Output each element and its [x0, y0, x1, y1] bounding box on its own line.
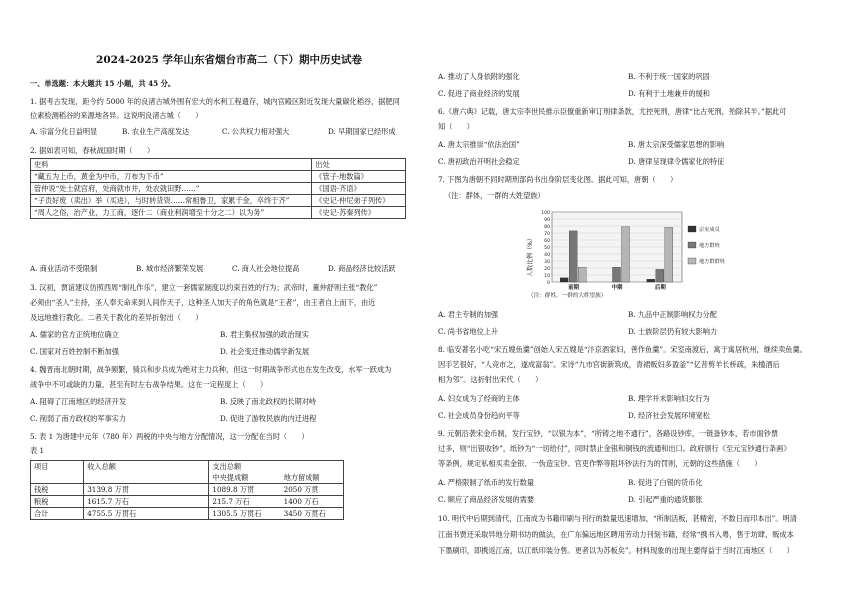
q2-table-cell: 《国语·齐语》 [312, 183, 406, 195]
q8-option-b[interactable]: B. 理学并未影响妇女行为 [628, 394, 710, 403]
q9-line3: 等条例，规定私相买卖金银、一伪造宝钞、官吏作弊等阻坏钞法行为的罚则，元朝的这些措施（ ） [438, 459, 762, 468]
q9-line2: 过多，则“出银收钞”，纸钞为“一切给付”，同时禁止金银和铜钱的流通和出口。政府颁行《至元宝钞通行条画》 [438, 444, 791, 453]
q5-option-a[interactable]: A. 推动了人身依附的强化 [438, 72, 520, 81]
chart-y-tick-label: 100 [541, 210, 550, 216]
chart-legend-label: 地方群群姓 [699, 259, 725, 265]
exam-title: 2024-2025 学年山东省烟台市高二（下）期中历史试卷 [96, 54, 362, 66]
chart-x-tick-label: 前期 [568, 285, 580, 291]
q4-option-d[interactable]: D. 促进了游牧民族的内迁进程 [220, 414, 317, 423]
q4-option-c[interactable]: C. 削弱了南方政权的军事实力 [30, 414, 127, 423]
q8-option-c[interactable]: C. 社会成员身份趋向平等 [438, 411, 520, 420]
q5-option-d[interactable]: D. 有利于土地兼并的缓和 [628, 89, 710, 98]
q5-head-item: 项目 [31, 461, 84, 484]
q3-option-d[interactable]: D. 社会变迁推动儒学新发展 [220, 347, 310, 356]
chart-legend-swatch [688, 226, 696, 232]
q2-option-a[interactable]: A. 商业活动不受限制 [30, 264, 98, 273]
q5-cell: 2050 万贯 [281, 484, 344, 496]
chart-y-tick-label: 40 [544, 252, 550, 258]
q9-line1: 9. 元朝沿袭宋金币制，发行宝钞，“以银为本”，“所铸之地不通行”，各路设钞库，一链备钞本，若市面钞票 [438, 429, 779, 438]
q1-option-d[interactable]: D. 早期国家已经形成 [328, 127, 396, 136]
q4-line2: 战争中不可或缺的力量，甚至有时左右战争结果。这在一定程度上（ ） [30, 380, 268, 389]
q2-option-b[interactable]: B. 城市经济繁荣发展 [136, 264, 204, 273]
q5-head-income: 收入总额 [84, 461, 209, 484]
q7-option-b[interactable]: B. 九品中正制影响权力分配 [628, 310, 717, 319]
q7-option-a[interactable]: A. 君主专制的加强 [438, 310, 499, 319]
chart-y-tick-label: 50 [544, 245, 550, 251]
chart-bar [578, 267, 586, 282]
q10-line1: 10. 明代中后期到清代，江南成为书籍印刷与刊行的数量迅速增加，“所制活板，甚精密，不数日而印本出”。明清 [438, 514, 797, 523]
q10-line2: 江南书贾还采取异地分期书坊的做法，在广东偏远地区聘用劳动力刊刻书籍，经常“携书入粤，售于坊肆，贩成本 [438, 530, 794, 539]
chart-y-tick-label: 60 [544, 238, 550, 244]
q2-table-cell: “藏五为上币，黄金为中币，刀布为下币” [31, 171, 312, 183]
chart-legend-label: 宗室成员 [699, 227, 720, 233]
q4-option-a[interactable]: A. 阻碍了江南地区的经济开发 [30, 397, 127, 406]
q8-line2: 因手艺很好，“人竞市之，遂成富翁”。宋诗“九市官街新筑成，青裙贩妇多盈釜”“亿昔剪羊长桥疏，朱槛酒后 [438, 360, 780, 369]
section-heading: 一、单选题：本大题共 15 小题，共 45 分。 [30, 79, 176, 88]
q5-cell: 1089.8 万贯 [209, 484, 281, 496]
q4-option-b[interactable]: B. 反映了南北政权的长期对峙 [220, 397, 317, 406]
q5-cell: 合计 [31, 508, 84, 520]
q6-option-a[interactable]: A. 唐太宗推崇“依法治国” [438, 140, 520, 149]
chart-bar [613, 267, 621, 282]
q3-line2: 必须由“圣人”主持，圣人奉天命来到人间作天子，这种圣人加天子的角色就是“王者”，由王者自上而下，由近 [30, 298, 376, 307]
q9-option-c[interactable]: C. 顺应了商品经济发展的需要 [438, 495, 535, 504]
q5-cell: 粮税 [31, 496, 84, 508]
chart-legend-label: 地方群姓 [699, 243, 720, 249]
q5-head-local: 地方留成额 [281, 472, 344, 484]
q2-stem: 2. 据如表可知，春秋战国时期（ ） [30, 146, 155, 155]
chart-bar [656, 269, 664, 282]
q5-cell: 1615.7 万石 [84, 496, 209, 508]
q2-table-cell: 《史记·仲尼弟子列传》 [312, 195, 406, 207]
q6-option-b[interactable]: B. 唐太宗深受儒家思想的影响 [628, 140, 725, 149]
q9-option-d[interactable]: D. 引起严重的通货膨胀 [628, 495, 703, 504]
q7-option-c[interactable]: C. 尚书省地位上升 [438, 327, 499, 336]
q10-line3: 下墨刷印，即携返江南，以江纸印装分售。更者以为苏板矣”。材料现象的出现主要得益于当时江南地区（ ） [438, 546, 794, 555]
q5-head-expense: 支出总额 [209, 461, 344, 473]
q7-option-d[interactable]: D. 士族阶层仍有较大影响力 [628, 327, 718, 336]
q3-option-b[interactable]: B. 君主集权加强的政治现实 [220, 330, 309, 339]
q7-note: （注：群体，一群的大姓望族） [444, 191, 545, 200]
q6-option-c[interactable]: C. 唐初政治开明社会稳定 [438, 157, 520, 166]
chart-y-tick-label: 10 [544, 273, 550, 279]
q1-option-a[interactable]: A. 宗富分化日益明显 [30, 127, 98, 136]
q2-option-c[interactable]: C. 商人社会地位提高 [232, 264, 300, 273]
q3-option-c[interactable]: C. 国家对百姓控制不断加强 [30, 347, 119, 356]
q5-table [30, 460, 344, 520]
chart-y-tick-label: 70 [544, 231, 550, 237]
chart-legend-swatch [688, 242, 696, 248]
q1-option-b[interactable]: B. 农业生产高度发达 [122, 127, 190, 136]
q2-table-cell: “周人之俗，治产业，力工商，逐什二（商业利润增至十分之二）以为务” [31, 207, 312, 219]
q5-cell: 钱税 [31, 484, 84, 496]
chart-y-tick-label: 0 [547, 280, 550, 286]
q9-option-a[interactable]: A. 严格限制了纸币的发行数量 [438, 478, 535, 487]
q1-stem-line1: 1. 据考古发现，距今约 5000 年的良渚古城外围有宏大的水利工程遗存，城内宫殿区附近发现大量碳化稻谷，据肥同 [30, 97, 400, 106]
q3-line3: 及远地推行教化。二者关于教化的差异折射出（ ） [30, 313, 203, 322]
chart-y-tick-label: 20 [544, 266, 550, 272]
q5-option-b[interactable]: B. 不利于统一国家的巩固 [628, 72, 710, 81]
chart-legend-swatch [688, 258, 696, 264]
chart-y-tick-label: 90 [544, 217, 550, 223]
q2-table-cell: 《史记·苏秦列传》 [312, 207, 406, 219]
q4-line1: 4. 魏晋南北朝时期，战争频繁，骑兵和步兵成为绝对主力兵种，但这一时期战争形式也在发生改变，水军一跃成为 [30, 365, 392, 374]
q8-line1: 8. 临安著名小吃“宋五嫂鱼羹”创始人宋五嫂是“汴京酒家妇，善作鱼羹”。宋室南渡后，寓于寓居杭州，继续卖鱼羹。 [438, 345, 807, 354]
chart-bar [569, 231, 577, 282]
chart-y-axis-label: 人数比例（%） [527, 235, 534, 277]
q5-stem: 5. 表 1 为唐建中元年（780 年）两税的中央与地方分配情况，这一分配在当时（ ） [30, 432, 309, 441]
chart-bar [647, 279, 655, 282]
q5-cell: 3139.8 万贯 [84, 484, 209, 496]
q2-table-head-source: 史料 [31, 159, 312, 171]
chart-y-tick-label: 80 [544, 224, 550, 230]
q1-stem-line2: 位素检测稻谷的来源地各异。这说明良渚古城（ ） [30, 111, 203, 120]
q2-table-head-ref: 出处 [312, 159, 406, 171]
q5-head-central: 中央提成额 [209, 472, 281, 484]
chart-bar [560, 278, 568, 282]
chart-x-tick-label: 后期 [654, 285, 666, 291]
q2-table [30, 158, 406, 219]
q5-cell: 1400 万石 [281, 496, 344, 508]
q8-line3: 相为邻”。这折射出宋代（ ） [438, 375, 543, 384]
q6-line2: 知（ ） [438, 122, 474, 131]
q5-cell: 1305.5 万贯石 [209, 508, 281, 520]
q7-bar-chart [522, 204, 742, 300]
q6-line1: 6.《唐六典》记载，唐太宗李世民推示臣僚重新审订刑律条款，尤控死刑，唐律“比古死刑，殆除其半。”据此可 [438, 107, 787, 116]
q8-option-d[interactable]: D. 经济社会发展环境宽松 [628, 411, 710, 420]
q5-cell: 3450 万贯石 [281, 508, 344, 520]
q2-option-d[interactable]: D. 商品经济比较活跃 [328, 264, 396, 273]
chart-y-tick-label: 30 [544, 259, 550, 265]
chart-x-axis-label: （注：群姓，一群的大姓望族） [528, 293, 607, 299]
q9-option-b[interactable]: B. 促进了白银的货币化 [628, 478, 703, 487]
q5-option-c[interactable]: C. 促进了商业经济的发展 [438, 89, 520, 98]
q5-cell: 215.7 万石 [209, 496, 281, 508]
q3-line1: 3. 汉初，贾谊建议仿照西周“制礼作乐”，建立一套儒家制度以约束百姓的行为；武帝时，董仲舒则主张“教化” [30, 283, 378, 292]
q7-line1: 7. 下图为唐朝不同时期刑部尚书出身阶层变化图。据此可知，唐朝（ ） [438, 175, 678, 184]
q5-cell: 4755.5 万贯石 [84, 508, 209, 520]
q8-option-a[interactable]: A. 妇女成为了经商的主体 [438, 394, 520, 403]
q1-option-c[interactable]: C. 公共权力相对强大 [222, 127, 290, 136]
q2-table-cell: “子贡好废（卖出）举（买进），与时转货资……常相鲁卫，家累千金，卒终于齐” [31, 195, 312, 207]
chart-bar [665, 227, 673, 282]
q6-option-d[interactable]: D. 唐律呈现律令儒家化的特征 [628, 157, 725, 166]
q2-table-cell: 《管子·地数篇》 [312, 171, 406, 183]
q2-table-cell: 管仲说“处士就宫府，处商就市井，处农就田野……” [31, 183, 312, 195]
chart-x-tick-label: 中期 [611, 285, 623, 291]
chart-bar [622, 227, 630, 282]
q5-table-caption: 表 1 [30, 446, 45, 455]
q3-option-a[interactable]: A. 儒家的官方正统地位确立 [30, 330, 119, 339]
